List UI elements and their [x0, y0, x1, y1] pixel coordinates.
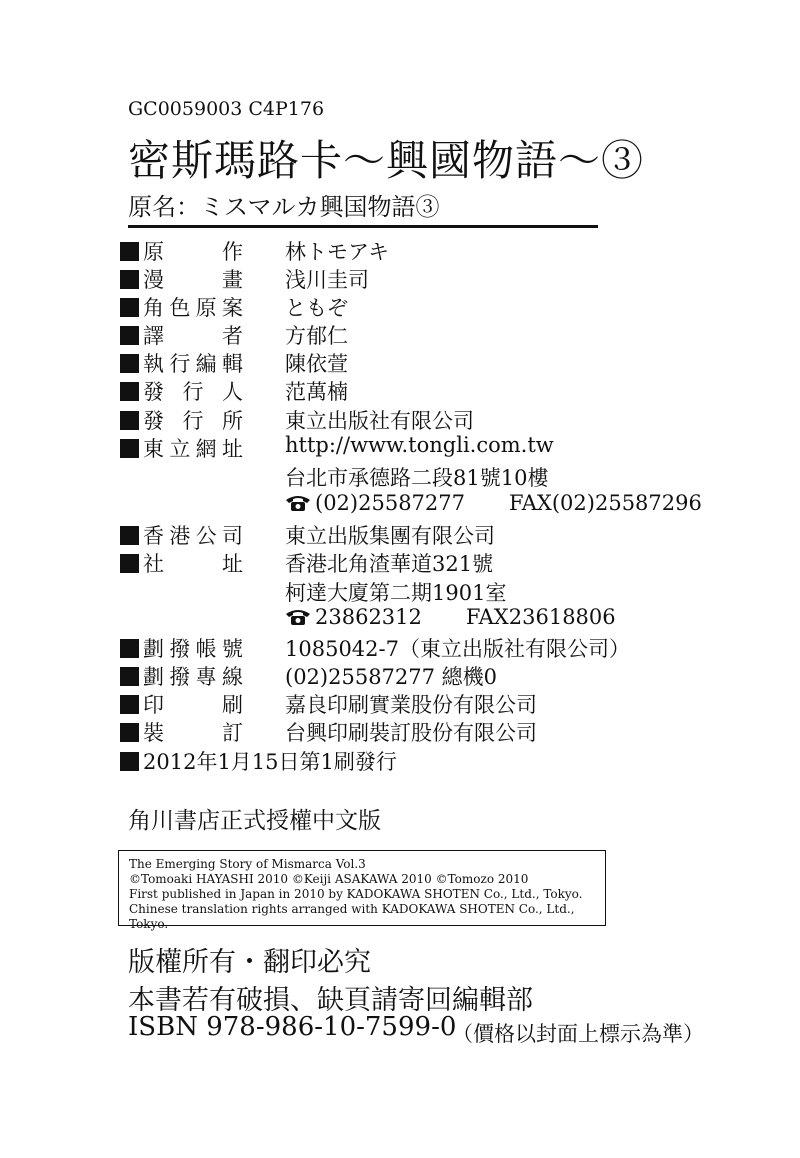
tongli-address: 台北市承德路二段81號10樓 — [285, 466, 549, 490]
damage-notice: 本書若有破損、缺頁請寄回編輯部 — [128, 985, 533, 1016]
website-link[interactable]: http://www.tongli.com.tw — [285, 433, 554, 457]
phone-icon — [285, 608, 311, 626]
black-square-icon — [120, 270, 139, 289]
print-date: 2012年1月15日第1刷發行 — [120, 746, 397, 776]
black-square-icon — [120, 723, 139, 742]
black-square-icon — [120, 439, 139, 458]
tongli-contact: (02)25587277 FAX(02)25587296 — [285, 491, 702, 515]
black-square-icon — [120, 667, 139, 686]
black-square-icon — [120, 752, 139, 771]
book-title: 密斯瑪路卡～興國物語～③ — [128, 136, 645, 185]
black-square-icon — [120, 298, 139, 317]
english-line: Chinese translation rights arranged with KADOKAWA SHOTEN Co., Ltd., Tokyo. — [129, 902, 575, 931]
copyright-notice: 版權所有・翻印必究 — [128, 947, 371, 978]
black-square-icon — [120, 411, 139, 430]
hk-address-line2: 柯達大廈第二期1901室 — [285, 581, 507, 605]
black-square-icon — [120, 695, 139, 714]
english-line: The Emerging Story of Mismarca Vol.3 — [129, 857, 366, 871]
black-square-icon — [120, 382, 139, 401]
authorization-statement: 角川書店正式授權中文版 — [128, 808, 381, 834]
isbn: ISBN 978-986-10-7599-0 — [128, 1012, 457, 1042]
phone-icon — [285, 494, 311, 512]
title-divider — [128, 225, 598, 228]
english-copyright-box — [118, 850, 606, 931]
catalog-code: GC0059003 C4P176 — [128, 98, 325, 120]
black-square-icon — [120, 639, 139, 658]
english-line: First published in Japan in 2010 by KADOKAWA SHOTEN Co., Ltd., Tokyo. — [129, 887, 583, 901]
black-square-icon — [120, 554, 139, 573]
black-square-icon — [120, 354, 139, 373]
english-line: ©Tomoaki HAYASHI 2010 ©Keiji ASAKAWA 2010 ©Tomozo 2010 — [129, 872, 529, 886]
black-square-icon — [120, 326, 139, 345]
black-square-icon — [120, 242, 139, 261]
hk-contact: 23862312 FAX23618806 — [285, 605, 616, 629]
original-title: 原名：ミスマルカ興国物語③ — [128, 193, 440, 221]
price-note: （價格以封面上標示為準） — [452, 1022, 704, 1046]
black-square-icon — [120, 526, 139, 545]
